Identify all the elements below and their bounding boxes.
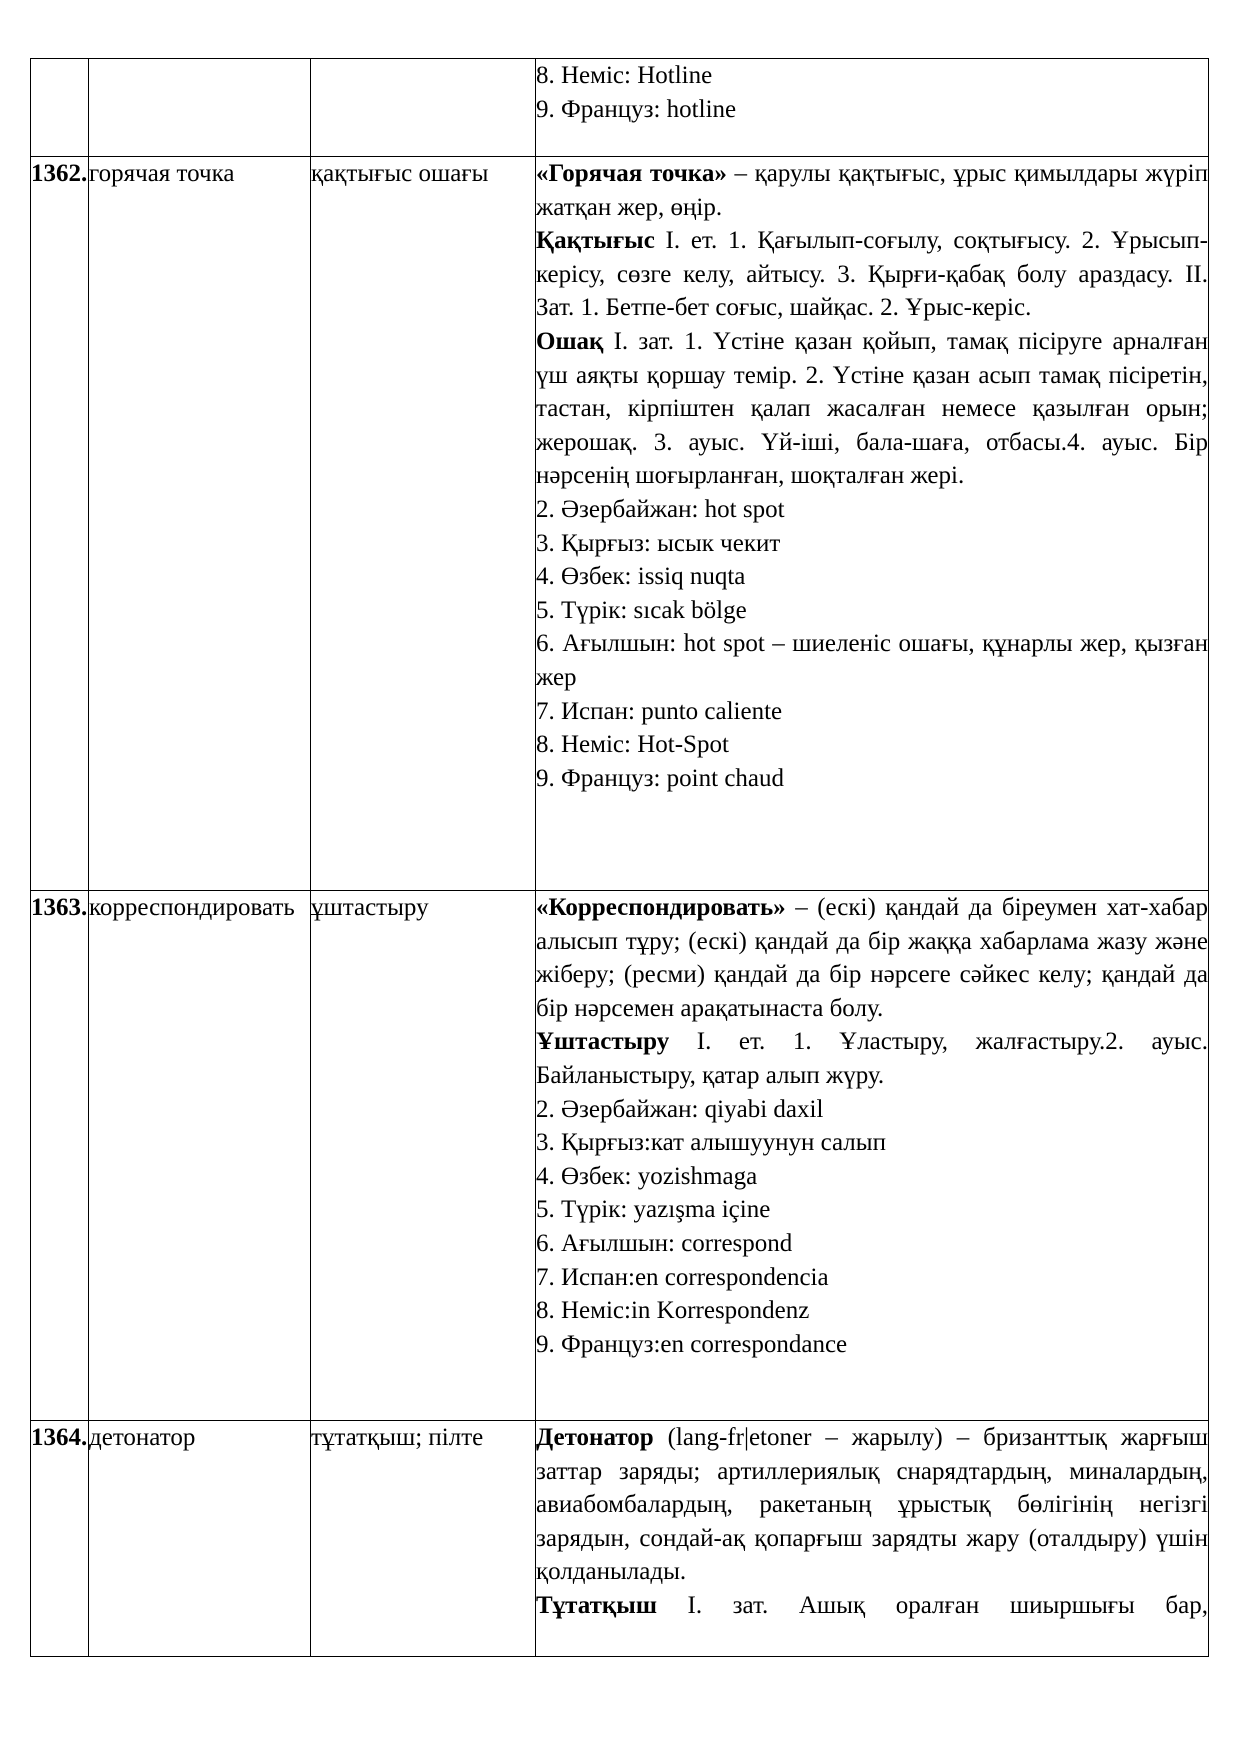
kazakh-term: ұштастыру [311, 891, 536, 1421]
kazakh-term: қақтығыс ошағы [311, 157, 536, 891]
definition-text: 8. Неміс:in Korrespondenz [536, 1297, 810, 1325]
definition-paragraph [536, 594, 1208, 628]
definition-text: 9. Француз:en correspondance [536, 1330, 848, 1358]
entry-number: 1364. [31, 1421, 89, 1657]
definition-paragraph [536, 560, 1208, 594]
headword: Қақтығыс [536, 227, 655, 255]
definition-text: І. ет. 1. Қағылып-соғылу, соқтығысу. 2. Ұрысып-керісу, сөзге келу, айтысу. 3. Қырғи-қабақ болу араздасу. ІІ. Зат. 1. Бетпе-бет соғыс, шайқас. 2. Ұрыс-керіс. [536, 227, 1208, 322]
document-page [30, 58, 1208, 1657]
definition-paragraph [536, 1328, 1208, 1362]
definition-paragraph [536, 157, 1208, 224]
definition-paragraph [536, 493, 1208, 527]
definition-text: 7. Испан:en correspondencia [536, 1263, 829, 1291]
definition-text: (lang-fr|etoner – жарылу) – бризанттық жарғыш заттар заряды; артиллериялық снарядтардың, миналардың, авиабомбалардың, ракетаның ұрыстық бөлігінің негізгі зарядын, сондай-ақ қопарғыш зарядты жару (оталдыру) үшін қолданылады. [536, 1424, 1208, 1586]
definition-paragraph [536, 728, 1208, 762]
definition-paragraph [536, 1025, 1208, 1092]
entry-number: 1362. [31, 157, 89, 891]
definition-text: 6. Ағылшын: correspond [536, 1229, 793, 1257]
definition-text: – (ескі) қандай да біреумен хат-хабар алысып тұру; (ескі) қандай да бір жаққа хабарлама жазу және жіберу; (ресми) қандай да бір нәрсеге сәйкес келу; қандай да бір нәрсемен арақатынаста болу. [536, 894, 1208, 1022]
definition-paragraph [536, 1093, 1208, 1127]
table-row [31, 157, 1209, 891]
table-row [31, 891, 1209, 1421]
definition-paragraph [536, 1126, 1208, 1160]
definition-text: 6. Ағылшын: hot spot – шиеленіс ошағы, құнарлы жер, қызған жер [536, 630, 1208, 691]
definition-text: І. ет. 1. Ұластыру, жалғастыру.2. ауыс. Байланыстыру, қатар алып жүру. [536, 1028, 1208, 1089]
russian-term [89, 59, 311, 157]
definition-cell [536, 157, 1209, 891]
definition-paragraph [536, 891, 1208, 1025]
definition-paragraph [536, 1261, 1208, 1295]
entry-number: 1363. [31, 891, 89, 1421]
definition-paragraph [536, 93, 1208, 127]
definition-paragraph [536, 762, 1208, 796]
headword: «Горячая точка» [536, 160, 727, 187]
definition-text: 4. Өзбек: issiq nuqta [536, 563, 746, 591]
definition-text: 5. Түрік: yazışma içine [536, 1196, 771, 1224]
definition-text: 4. Өзбек: yozishmaga [536, 1162, 758, 1190]
definition-text: 2. Әзербайжан: hot spot [536, 495, 785, 523]
headword: Тұтатқыш [536, 1591, 657, 1619]
definition-text: 8. Неміс: Hotline [536, 62, 713, 89]
definition-paragraph [536, 1421, 1208, 1589]
russian-term: корреспондировать [89, 891, 311, 1421]
definition-text: І. зат. 1. Үстіне қазан қойып, тамақ пісіруге арналған үш аяқты қоршау темір. 2. Үстіне қазан асып тамақ пісіретін, тастан, кірпіштен қалап жасалған немесе қазылған орын; жерошақ. 3. ауыс. Үй-іші, бала-шаға, отбасы.4. ауыс. Бір нәрсенің шоғырланған, шоқталған жері. [536, 327, 1208, 490]
definition-paragraph [536, 1294, 1208, 1328]
headword: Детонатор [536, 1424, 654, 1451]
definition-text: 9. Француз: hotline [536, 95, 737, 123]
definition-text: 3. Қырғыз: ысык чекит [536, 529, 781, 557]
definition-cell [536, 891, 1209, 1421]
table-row [31, 59, 1209, 157]
definition-paragraph [536, 1589, 1208, 1623]
kazakh-term: тұтатқыш; пілте [311, 1421, 536, 1657]
headword: Ұштастыру [536, 1028, 670, 1056]
definition-cell [536, 59, 1209, 157]
headword: Ошақ [536, 327, 604, 355]
definition-text: 9. Француз: point chaud [536, 764, 785, 792]
definition-text: І. зат. Ашық оралған шиыршығы бар, [656, 1591, 1208, 1619]
definition-paragraph [536, 1227, 1208, 1261]
definition-paragraph [536, 695, 1208, 729]
definition-paragraph [536, 527, 1208, 561]
table-row [31, 1421, 1209, 1657]
kazakh-term [311, 59, 536, 157]
definition-cell [536, 1421, 1209, 1657]
definition-paragraph [536, 1193, 1208, 1227]
definition-text: 5. Түрік: sıcak bölge [536, 596, 747, 624]
definition-paragraph [536, 325, 1208, 493]
definition-paragraph [536, 1160, 1208, 1194]
definition-text: 2. Әзербайжан: qiyabi daxil [536, 1095, 824, 1123]
entry-number [31, 59, 89, 157]
headword: «Корреспондировать» [536, 894, 786, 921]
dictionary-table [30, 58, 1209, 1657]
definition-paragraph [536, 59, 1208, 93]
definition-text: – қарулы қақтығыс, ұрыс қимылдары жүріп жатқан жер, өңір. [536, 160, 1208, 221]
definition-text: 3. Қырғыз:кат алышуунун салып [536, 1129, 886, 1157]
russian-term: горячая точка [89, 157, 311, 891]
definition-paragraph [536, 627, 1208, 694]
definition-text: 7. Испан: punto caliente [536, 697, 783, 725]
definition-paragraph [536, 224, 1208, 325]
russian-term: детонатор [89, 1421, 311, 1657]
definition-text: 8. Неміс: Hot-Spot [536, 731, 729, 759]
